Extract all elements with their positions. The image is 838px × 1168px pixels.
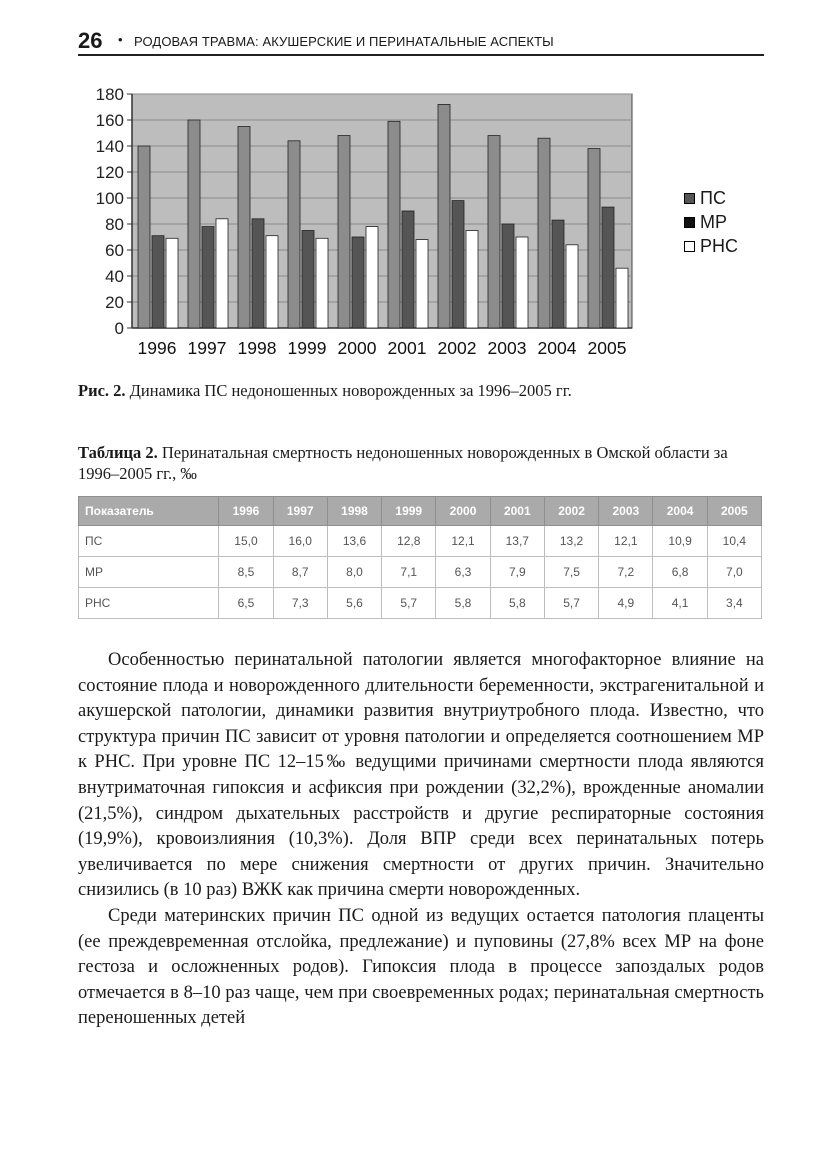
legend-swatch-ps	[684, 193, 695, 204]
table-row	[79, 588, 762, 619]
y-tick-label: 120	[95, 163, 124, 182]
y-tick-label: 100	[95, 189, 124, 208]
table-row	[79, 557, 762, 588]
table-cell: 13,6	[327, 526, 381, 557]
table-cell: 12,1	[599, 526, 653, 557]
table-cell: 5,8	[490, 588, 544, 619]
table-cell: ПС	[79, 526, 219, 557]
bar-rns	[366, 227, 378, 328]
table-cell: 5,7	[382, 588, 436, 619]
table-cell: 4,1	[653, 588, 707, 619]
bar-chart	[90, 86, 650, 371]
bar-ps	[588, 149, 600, 328]
table-cell: 15,0	[219, 526, 273, 557]
table-cell: 7,9	[490, 557, 544, 588]
col-header: 2003	[599, 497, 653, 526]
table-cell: 4,9	[599, 588, 653, 619]
table-header-row	[79, 497, 762, 526]
table-cell: 6,5	[219, 588, 273, 619]
legend-swatch-rns	[684, 241, 695, 252]
bar-rns	[616, 268, 628, 328]
table-cell: 10,9	[653, 526, 707, 557]
bar-rns	[166, 238, 178, 328]
table-cell: 7,2	[599, 557, 653, 588]
x-tick-label: 2004	[537, 338, 577, 358]
table-caption-label: Таблица 2.	[78, 443, 158, 462]
bar-rns	[416, 240, 428, 328]
table-cell: 7,0	[707, 557, 761, 588]
table-cell: 12,1	[436, 526, 490, 557]
bar-ps	[188, 120, 200, 328]
paragraph: Особенностью перинатальной патологии является многофакторное влияние на состояние плода и новорожденного длительности беременности, экстрагенитальной и акушерской патологии, динамики развития внутриутробного плода. Известно, что структура причин ПС зависит от уровня патологии и определяется соотношением МР к РНС. При уровне ПС 12–15‰ ведущими причинами смертности плода являются внутриматочная гипоксия и асфиксия при рождении (32,2%), врожденные аномалии (21,5%), синдром дыхательных расстройств и другие респираторные состояния (19,9%), кровоизлияния (10,3%). Доля ВПР среди всех перинатальных потерь увеличивается по мере снижения смертности от других причин. Значительно снизились (в 10 раз) ВЖК как причина смерти новорожденных.	[78, 650, 764, 901]
col-header: 2002	[544, 497, 598, 526]
y-tick-label: 80	[105, 215, 124, 234]
table-cell: 13,2	[544, 526, 598, 557]
x-tick-label: 2001	[387, 338, 427, 358]
bar-ps	[488, 136, 500, 328]
table-caption	[78, 442, 768, 484]
body-text	[78, 648, 764, 1032]
bar-mr	[402, 211, 414, 328]
col-header: 2000	[436, 497, 490, 526]
legend-label-mr: МР	[700, 212, 727, 232]
x-tick-label: 1999	[287, 338, 327, 358]
table-cell: 7,3	[273, 588, 327, 619]
col-header: 1997	[273, 497, 327, 526]
figure-caption	[78, 381, 572, 401]
table-cell: 8,0	[327, 557, 381, 588]
legend-item-ps	[684, 186, 738, 210]
col-header: 1999	[382, 497, 436, 526]
header-bullet: •	[118, 32, 123, 47]
col-header: Показатель	[79, 497, 219, 526]
bar-ps	[438, 104, 450, 328]
y-tick-label: 60	[105, 241, 124, 260]
table-cell: 10,4	[707, 526, 761, 557]
table-cell: 16,0	[273, 526, 327, 557]
x-tick-label: 2003	[487, 338, 527, 358]
x-tick-label: 1997	[187, 338, 227, 358]
table-cell: 6,8	[653, 557, 707, 588]
bar-ps	[238, 127, 250, 329]
table-cell: РНС	[79, 588, 219, 619]
table-cell: 8,7	[273, 557, 327, 588]
running-title: РОДОВАЯ ТРАВМА: АКУШЕРСКИЕ И ПЕРИНАТАЛЬНЫЕ АСПЕКТЫ	[134, 34, 554, 49]
y-tick-label: 40	[105, 267, 124, 286]
y-tick-label: 0	[114, 319, 124, 338]
bar-mr	[152, 236, 164, 328]
table-caption-text: Перинатальная смертность недоношенных новорожденных в Омской области за 1996–2005 гг., ‰	[78, 443, 728, 483]
table-cell: 7,1	[382, 557, 436, 588]
table-cell: 12,8	[382, 526, 436, 557]
bar-rns	[566, 245, 578, 328]
y-tick-label: 20	[105, 293, 124, 312]
bar-mr	[252, 219, 264, 328]
legend-swatch-mr	[684, 217, 695, 228]
table-cell: 8,5	[219, 557, 273, 588]
bar-rns	[266, 236, 278, 328]
figure-caption-text: Динамика ПС недоношенных новорожденных за 1996–2005 гг.	[125, 381, 572, 400]
chart-legend	[684, 186, 738, 258]
bar-mr	[602, 207, 614, 328]
table-cell: МР	[79, 557, 219, 588]
x-tick-label: 1998	[237, 338, 277, 358]
table-cell: 3,4	[707, 588, 761, 619]
page-number: 26	[78, 28, 103, 53]
bar-rns	[216, 219, 228, 328]
running-header	[78, 28, 764, 56]
bar-ps	[288, 141, 300, 328]
x-tick-label: 2002	[437, 338, 477, 358]
bar-ps	[138, 146, 150, 328]
legend-item-rns	[684, 234, 738, 258]
bar-mr	[502, 224, 514, 328]
col-header: 2001	[490, 497, 544, 526]
y-tick-label: 180	[95, 86, 124, 104]
table-cell: 5,7	[544, 588, 598, 619]
col-header: 1998	[327, 497, 381, 526]
table-row	[79, 526, 762, 557]
bar-rns	[466, 231, 478, 329]
table-cell: 5,8	[436, 588, 490, 619]
table-cell: 13,7	[490, 526, 544, 557]
bar-mr	[302, 231, 314, 329]
bar-rns	[516, 237, 528, 328]
col-header: 2004	[653, 497, 707, 526]
legend-item-mr	[684, 210, 738, 234]
legend-label-ps: ПС	[700, 188, 726, 208]
y-tick-label: 140	[95, 137, 124, 156]
paragraph: Среди материнских причин ПС одной из ведущих остается патология плаценты (ее преждевременная отслойка, предлежание) и пуповины (27,8% всех МР на фоне гестоза и осложненных родов). Гипоксия плода в процессе запоздалых родов отмечается в 8–10 раз чаще, чем при своевременных родах; перинатальная смертность переношенных детей	[78, 905, 764, 1029]
bar-ps	[338, 136, 350, 328]
x-tick-label: 2000	[337, 338, 377, 358]
table-cell: 5,6	[327, 588, 381, 619]
mortality-table	[78, 496, 762, 619]
table-cell: 6,3	[436, 557, 490, 588]
figure-caption-label: Рис. 2.	[78, 381, 126, 400]
bar-mr	[552, 220, 564, 328]
col-header: 2005	[707, 497, 761, 526]
bar-rns	[316, 238, 328, 328]
col-header: 1996	[219, 497, 273, 526]
bar-mr	[352, 237, 364, 328]
x-tick-label: 2005	[587, 338, 627, 358]
bar-mr	[452, 201, 464, 328]
table-cell: 7,5	[544, 557, 598, 588]
bar-mr	[202, 227, 214, 328]
x-tick-label: 1996	[137, 338, 177, 358]
y-tick-label: 160	[95, 111, 124, 130]
bar-ps	[538, 138, 550, 328]
legend-label-rns: РНС	[700, 236, 739, 256]
bar-ps	[388, 121, 400, 328]
